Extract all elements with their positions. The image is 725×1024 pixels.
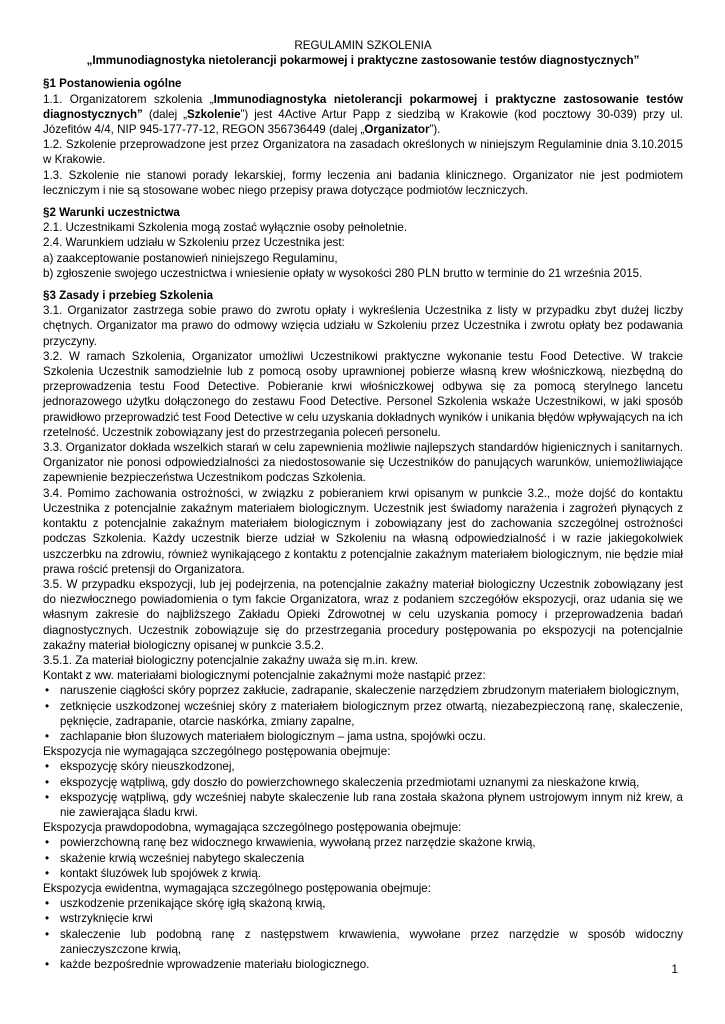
list-item: • uszkodzenie przenikające skórę igłą skażoną krwią, (43, 896, 683, 911)
paragraph-3-2: 3.2. W ramach Szkolenia, Organizator umożliwi Uczestnikowi praktyczne wykonanie testu Food Detective. W trakcie Szkolenia Uczestnik samodzielnie lub z pomocą osoby uprawnionej pobierze własną krew włośniczkową, niezbędną do przeprowadzenia testu Food Detective. Pobieranie krwi włośniczkowej odbywa się za pomocą sterylnego lancetu jednorazowego użytku dołączonego do zestawu Food Detective. Personel Szkolenia wskaże Uczestnikowi, w jaki sposób prawidłowo przeprowadzić test Food Detective w celu uzyskania dokładnych wyników i unikania błędów wpływających na ich rzetelność. Uczestnik zobowiązany jest do przestrzegania poleceń personelu. (43, 349, 683, 439)
page-number: 1 (671, 962, 678, 976)
contact-intro: Kontakt z ww. materiałami biologicznymi potencjalnie zakaźnymi może nastąpić przez: (43, 669, 486, 683)
list-item: • każde bezpośrednie wprowadzenie materiału biologicznego. (43, 957, 683, 972)
list-item: • ekspozycję skóry nieuszkodzonej, (43, 759, 683, 774)
document-page (43, 38, 683, 972)
list-item: • kontakt śluzówek lub spojówek z krwią. (43, 866, 683, 881)
exposure-none-intro: Ekspozycja nie wymagająca szczególnego postępowania obejmuje: (43, 745, 391, 759)
paragraph-2-1: 2.1. Uczestnikami Szkolenia mogą zostać wyłącznie osoby pełnoletnie. (43, 221, 408, 235)
section-2 (43, 205, 683, 281)
text-run: 1.1. Organizatorem szkolenia „ (43, 92, 214, 106)
section-1-heading: §1 Postanowienia ogólne (43, 77, 182, 91)
document-subtitle: „Immunodiagnostyka nietolerancji pokarmowej i praktyczne zastosowanie testów diagnostycznych” (86, 54, 640, 68)
exposure-probable-list (43, 835, 683, 881)
section-2-heading: §2 Warunki uczestnictwa (43, 206, 180, 220)
exposure-none-list (43, 759, 683, 820)
document-title: REGULAMIN SZKOLENIA (294, 39, 432, 52)
paragraph-3-1: 3.1. Organizator zastrzega sobie prawo do zwrotu opłaty i wykreślenia Uczestnika z listy w przypadku zbyt dużej liczby chętnych. Organizator ma prawo do odmowy wzięcia udziału w Szkoleniu przez Uczestnika i zwrotu opłaty bez podawania przyczyny. (43, 304, 683, 348)
list-item: • ekspozycję wątpliwą, gdy doszło do powierzchownego skaleczenia przedmiotami uznanymi za nieskażone krwią, (43, 775, 683, 790)
exposure-probable-intro: Ekspozycja prawdopodobna, wymagająca szczególnego postępowania obejmuje: (43, 821, 462, 835)
text-run: ”) jest 4Active Artur Papp z siedzibą w Krakowie (kod pocztowy 30-039) przy ul. Józefitów 4/4, NIP 945-177-77-12, REGON 356736449 (dalej „ (43, 107, 683, 137)
paragraph-2-4-a: a) zaakceptowanie postanowień niniejszego Regulaminu, (43, 251, 338, 265)
text-run: ”). (429, 123, 441, 137)
list-item: • ekspozycję wątpliwą, gdy wcześniej nabyte skaleczenie lub rana została skażona płynem ustrojowym innym niż krew, a nie zawierająca śladu krwi. (43, 790, 683, 820)
section-3 (43, 288, 683, 972)
list-item: • zetknięcie uszkodzonej wcześniej skóry z materiałem biologicznym przez otwartą, niezabezpieczoną ranę, skaleczenie, pęknięcie, zadrapanie, otarcie naskórka, zmiany zapalne, (43, 699, 683, 729)
paragraph-3-5: 3.5. W przypadku ekspozycji, lub jej podejrzenia, na potencjalnie zakaźny materiał biologiczny Uczestnik zobowiązany jest do niezwłocznego powiadomienia o tym fakcie Organizatora, wraz z podaniem szczegółów ekspozycji, oraz udania się we własnym zakresie do najbliższego Zakładu Opieki Zdrowotnej w celu uzyskania pomocy i przeprowadzenia badań diagnostycznych. Uczestnik zobowiązuje się do przestrzegania procedury postępowania po ekspozycji na potencjalnie zakaźny materiał biologiczny opisanej w punkcie 3.5.2. (43, 577, 683, 652)
section-3-heading: §3 Zasady i przebieg Szkolenia (43, 289, 214, 303)
paragraph-2-4-b: b) zgłoszenie swojego uczestnictwa i wniesienie opłaty w wysokości 280 PLN brutto w terminie do 21 września 2015. (43, 266, 643, 280)
paragraph-1-1 (43, 92, 683, 138)
paragraph-2-4: 2.4. Warunkiem udziału w Szkoleniu przez Uczestnika jest: (43, 236, 345, 250)
list-item: • zachlapanie błon śluzowych materiałem biologicznym – jama ustna, spojówki oczu. (43, 729, 683, 744)
contact-list (43, 683, 683, 744)
paragraph-3-5-1: 3.5.1. Za materiał biologiczny potencjalnie zakaźny uważa się m.in. krew. (43, 653, 419, 667)
list-item: • skażenie krwią wcześniej nabytego skaleczenia (43, 851, 683, 866)
paragraph-3-4: 3.4. Pomimo zachowania ostrożności, w związku z pobieraniem krwi opisanym w punkcie 3.2., może dojść do kontaktu Uczestnika z potencjalnie zakaźnym materiałem biologicznym. Uczestnik jest świadomy narażenia i zagrożeń płynących z kontaktu z potencjalnie zakaźnym materiałem biologicznym i zobowiązany jest do zachowania szczególnej ostrożności podczas Szkolenia. Każdy uczestnik bierze udział w Szkoleniu na własną odpowiedzialność i w razie jakiegokolwiek uszczerbku na zdrowiu, również wynikającego z kontaktu z potencjalnie zakaźnym materiałem biologicznym, nie będzie miał prawa rościć pretensji do Organizatora. (43, 486, 683, 576)
list-item: • powierzchowną ranę bez widocznego krwawienia, wywołaną przez narzędzie skażone krwią, (43, 835, 683, 850)
paragraph-1-2: 1.2. Szkolenie przeprowadzone jest przez Organizatora na zasadach określonych w niniejszym Regulaminie dnia 3.10.2015 w Krakowie. (43, 138, 683, 167)
list-item: • naruszenie ciągłości skóry poprzez zakłucie, zadrapanie, skaleczenie narzędziem zbrudzonym materiałem biologicznym, (43, 683, 683, 698)
list-item: • wstrzyknięcie krwi (43, 911, 683, 926)
list-item: • skaleczenie lub podobną ranę z następstwem krwawienia, wywołane przez narzędzie w sposób widoczny zanieczyszczone krwią, (43, 927, 683, 957)
section-1 (43, 76, 683, 198)
text-run: (dalej „ (142, 107, 188, 121)
exposure-evident-intro: Ekspozycja ewidentna, wymagająca szczególnego postępowania obejmuje: (43, 881, 431, 895)
term-organizator: Organizator (364, 123, 430, 137)
training-name: Immunodiagnostyka nietolerancji pokarmowej i praktyczne zastosowanie testów diagnostycznych” (43, 92, 684, 121)
paragraph-1-3: 1.3. Szkolenie nie stanowi porady lekarskiej, formy leczenia ani badania klinicznego. Organizator nie jest podmiotem leczniczym i nie są stosowane wobec niego przepisy prawa dotyczące podmiotów leczniczych. (43, 168, 683, 197)
term-szkolenie: Szkolenie (187, 107, 241, 121)
paragraph-3-3: 3.3. Organizator dokłada wszelkich starań w celu zapewnienia możliwie najlepszych standardów higienicznych i sanitarnych. Organizator nie ponosi odpowiedzialności za niedostosowanie się Uczestników do panujących warunków, uniemożliwiające zapewnienie bezpieczeństwa Uczestnikom podczas Szkolenia. (43, 441, 683, 485)
exposure-evident-list (43, 896, 683, 972)
